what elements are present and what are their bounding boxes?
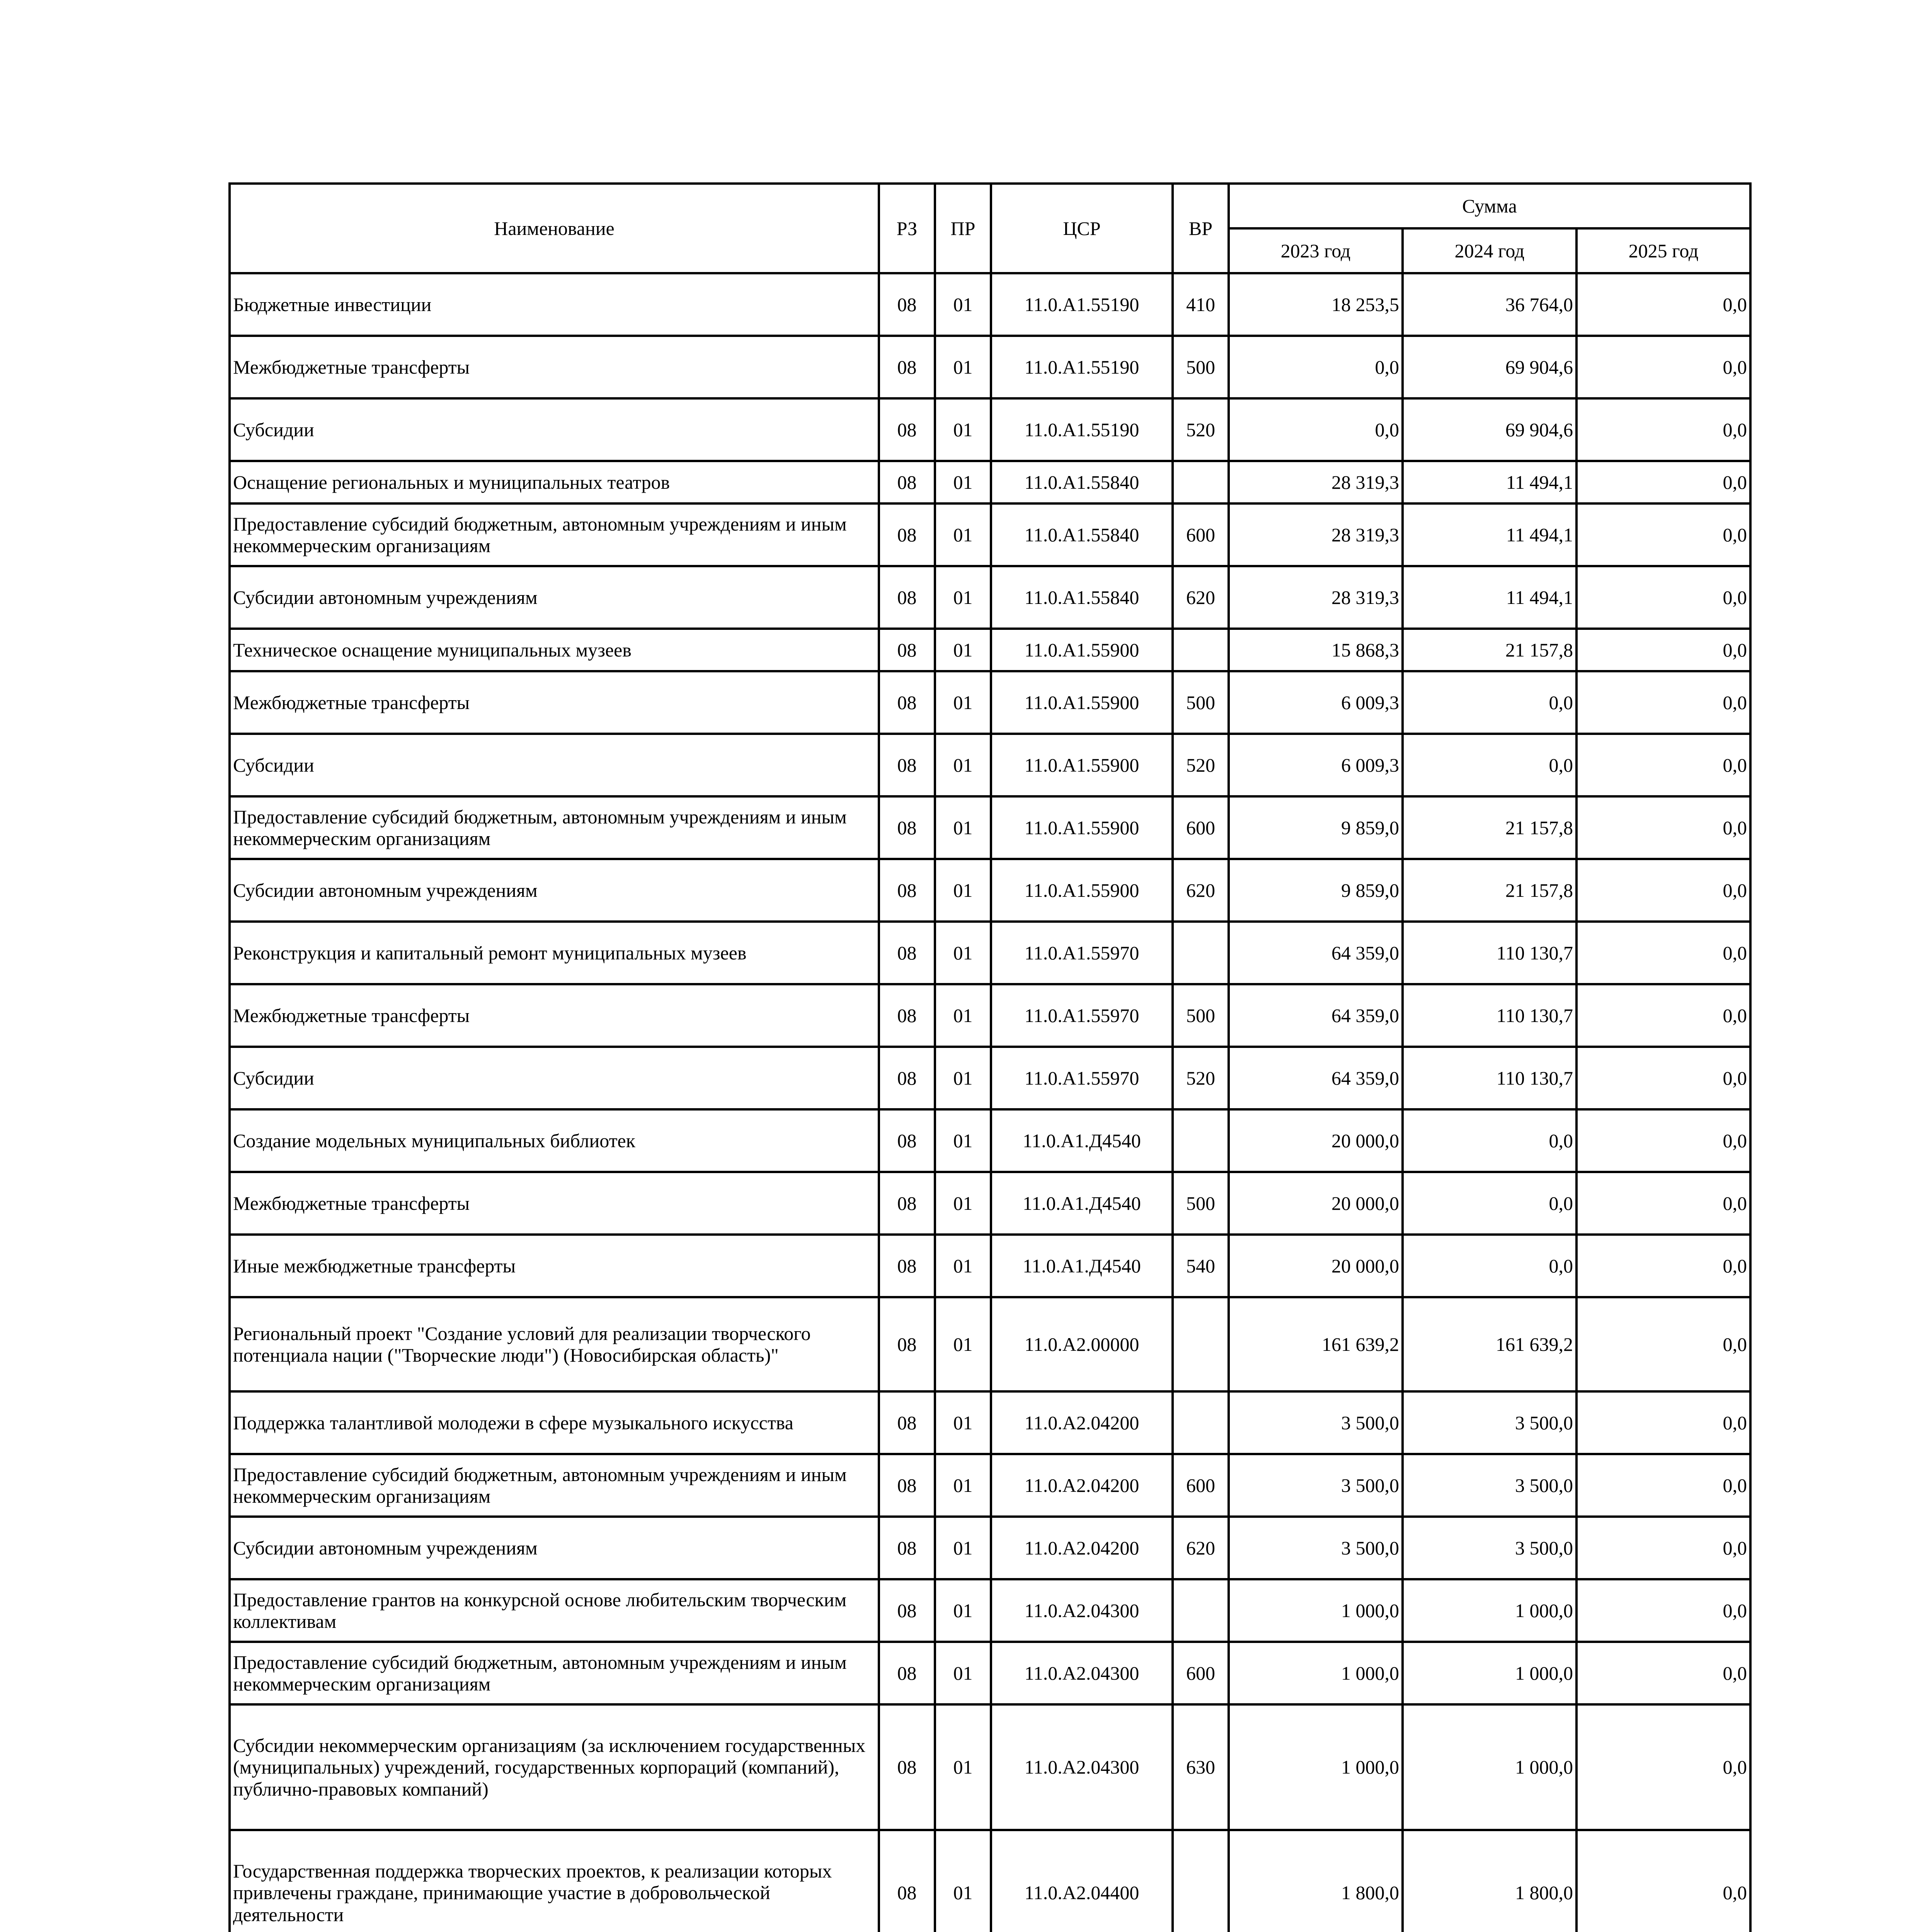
cell-csr: 11.0.А2.04300: [991, 1579, 1173, 1642]
cell-2024: 3 500,0: [1403, 1454, 1577, 1517]
cell-rz: 08: [879, 1704, 935, 1830]
cell-2023: 0,0: [1229, 336, 1403, 398]
cell-vr: 500: [1173, 984, 1229, 1047]
cell-name: Государственная поддержка творческих проектов, к реализации которых привлечены граждане, принимающие участие в добровольческой деятельности: [230, 1830, 879, 1932]
cell-2024: 0,0: [1403, 1235, 1577, 1297]
cell-name: Межбюджетные трансферты: [230, 1172, 879, 1235]
cell-name: Предоставление субсидий бюджетным, автономным учреждениям и иным некоммерческим организациям: [230, 796, 879, 859]
cell-rz: 08: [879, 1109, 935, 1172]
table-row: [230, 1172, 1750, 1235]
table-row: [230, 1517, 1750, 1579]
table-row: [230, 566, 1750, 629]
cell-rz: 08: [879, 503, 935, 566]
cell-vr: 520: [1173, 1047, 1229, 1109]
cell-2023: 20 000,0: [1229, 1172, 1403, 1235]
cell-name: Субсидии автономным учреждениям: [230, 1517, 879, 1579]
cell-2025: 0,0: [1577, 1517, 1750, 1579]
cell-2023: 20 000,0: [1229, 1109, 1403, 1172]
cell-vr: 600: [1173, 1454, 1229, 1517]
cell-rz: 08: [879, 922, 935, 984]
cell-vr: 540: [1173, 1235, 1229, 1297]
table-row: [230, 859, 1750, 922]
table-row: [230, 461, 1750, 503]
cell-2024: 3 500,0: [1403, 1517, 1577, 1579]
header-vr: ВР: [1173, 184, 1229, 273]
cell-pr: 01: [935, 1579, 991, 1642]
cell-name: Техническое оснащение муниципальных музеев: [230, 629, 879, 671]
cell-name: Субсидии: [230, 734, 879, 796]
cell-2024: 21 157,8: [1403, 629, 1577, 671]
cell-name: Создание модельных муниципальных библиотек: [230, 1109, 879, 1172]
cell-pr: 01: [935, 566, 991, 629]
cell-rz: 08: [879, 1391, 935, 1454]
cell-name: Межбюджетные трансферты: [230, 984, 879, 1047]
cell-name: Субсидии автономным учреждениям: [230, 566, 879, 629]
cell-vr: 600: [1173, 503, 1229, 566]
cell-rz: 08: [879, 1579, 935, 1642]
cell-2024: 1 000,0: [1403, 1579, 1577, 1642]
cell-2024: 3 500,0: [1403, 1391, 1577, 1454]
cell-vr: 600: [1173, 1642, 1229, 1704]
cell-csr: 11.0.А2.04200: [991, 1391, 1173, 1454]
cell-2024: 0,0: [1403, 1172, 1577, 1235]
cell-2024: 11 494,1: [1403, 503, 1577, 566]
cell-vr: 500: [1173, 336, 1229, 398]
cell-2024: 21 157,8: [1403, 796, 1577, 859]
cell-rz: 08: [879, 398, 935, 461]
cell-2023: 6 009,3: [1229, 734, 1403, 796]
cell-2025: 0,0: [1577, 1830, 1750, 1932]
cell-2024: 69 904,6: [1403, 336, 1577, 398]
cell-name: Субсидии автономным учреждениям: [230, 859, 879, 922]
cell-csr: 11.0.А1.55840: [991, 503, 1173, 566]
cell-vr: [1173, 461, 1229, 503]
cell-pr: 01: [935, 671, 991, 734]
cell-pr: 01: [935, 398, 991, 461]
cell-pr: 01: [935, 461, 991, 503]
cell-name: Реконструкция и капитальный ремонт муниципальных музеев: [230, 922, 879, 984]
cell-2024: 110 130,7: [1403, 1047, 1577, 1109]
cell-2024: 1 000,0: [1403, 1642, 1577, 1704]
cell-2023: 6 009,3: [1229, 671, 1403, 734]
cell-csr: 11.0.А2.04300: [991, 1704, 1173, 1830]
header-2025: 2025 год: [1577, 228, 1750, 273]
cell-2025: 0,0: [1577, 398, 1750, 461]
header-csr: ЦСР: [991, 184, 1173, 273]
cell-2024: 21 157,8: [1403, 859, 1577, 922]
cell-2024: 0,0: [1403, 671, 1577, 734]
cell-2024: 110 130,7: [1403, 922, 1577, 984]
cell-2023: 0,0: [1229, 398, 1403, 461]
cell-2025: 0,0: [1577, 1579, 1750, 1642]
cell-vr: 410: [1173, 273, 1229, 336]
cell-2023: 1 000,0: [1229, 1642, 1403, 1704]
cell-2023: 28 319,3: [1229, 461, 1403, 503]
cell-2023: 1 000,0: [1229, 1579, 1403, 1642]
header-pr: ПР: [935, 184, 991, 273]
cell-2025: 0,0: [1577, 1642, 1750, 1704]
cell-pr: 01: [935, 336, 991, 398]
cell-csr: 11.0.А1.Д4540: [991, 1235, 1173, 1297]
cell-csr: 11.0.А1.55900: [991, 859, 1173, 922]
table-row: [230, 503, 1750, 566]
cell-pr: 01: [935, 1830, 991, 1932]
cell-vr: 600: [1173, 796, 1229, 859]
cell-2025: 0,0: [1577, 1454, 1750, 1517]
cell-csr: 11.0.А1.55970: [991, 1047, 1173, 1109]
cell-csr: 11.0.А2.04400: [991, 1830, 1173, 1932]
cell-name: Предоставление субсидий бюджетным, автономным учреждениям и иным некоммерческим организациям: [230, 1454, 879, 1517]
cell-pr: 01: [935, 1172, 991, 1235]
cell-csr: 11.0.А1.55190: [991, 336, 1173, 398]
cell-csr: 11.0.А2.04200: [991, 1454, 1173, 1517]
cell-2024: 1 000,0: [1403, 1704, 1577, 1830]
cell-name: Иные межбюджетные трансферты: [230, 1235, 879, 1297]
cell-2025: 0,0: [1577, 671, 1750, 734]
cell-name: Бюджетные инвестиции: [230, 273, 879, 336]
table-row: [230, 1297, 1750, 1391]
header-rz: РЗ: [879, 184, 935, 273]
cell-rz: 08: [879, 1454, 935, 1517]
cell-2025: 0,0: [1577, 273, 1750, 336]
cell-2025: 0,0: [1577, 1235, 1750, 1297]
cell-csr: 11.0.А1.55900: [991, 796, 1173, 859]
table-row: [230, 1109, 1750, 1172]
table-row: [230, 336, 1750, 398]
table-row: [230, 922, 1750, 984]
cell-rz: 08: [879, 1235, 935, 1297]
table-row: [230, 629, 1750, 671]
cell-name: Поддержка талантливой молодежи в сфере музыкального искусства: [230, 1391, 879, 1454]
cell-pr: 01: [935, 1517, 991, 1579]
cell-pr: 01: [935, 1391, 991, 1454]
cell-vr: 620: [1173, 1517, 1229, 1579]
cell-csr: 11.0.А1.Д4540: [991, 1172, 1173, 1235]
cell-rz: 08: [879, 984, 935, 1047]
cell-rz: 08: [879, 1517, 935, 1579]
cell-2024: 36 764,0: [1403, 273, 1577, 336]
cell-csr: 11.0.А1.55190: [991, 398, 1173, 461]
cell-pr: 01: [935, 922, 991, 984]
cell-2023: 1 800,0: [1229, 1830, 1403, 1932]
cell-2023: 3 500,0: [1229, 1517, 1403, 1579]
cell-name: Субсидии: [230, 398, 879, 461]
cell-2025: 0,0: [1577, 734, 1750, 796]
budget-table: [228, 182, 1752, 1932]
cell-vr: [1173, 1579, 1229, 1642]
cell-csr: 11.0.А1.55900: [991, 671, 1173, 734]
cell-csr: 11.0.А1.55970: [991, 984, 1173, 1047]
cell-rz: 08: [879, 796, 935, 859]
cell-2023: 64 359,0: [1229, 984, 1403, 1047]
cell-vr: 520: [1173, 734, 1229, 796]
cell-name: Субсидии некоммерческим организациям (за исключением государственных (муниципальных) учреждений, государственных корпораций (компаний), публично-правовых компаний): [230, 1704, 879, 1830]
cell-rz: 08: [879, 461, 935, 503]
table-body: [230, 273, 1750, 1932]
cell-csr: 11.0.А2.04300: [991, 1642, 1173, 1704]
cell-vr: 500: [1173, 671, 1229, 734]
cell-rz: 08: [879, 1172, 935, 1235]
cell-vr: 620: [1173, 566, 1229, 629]
cell-name: Предоставление субсидий бюджетным, автономным учреждениям и иным некоммерческим организациям: [230, 1642, 879, 1704]
cell-2023: 161 639,2: [1229, 1297, 1403, 1391]
cell-vr: 630: [1173, 1704, 1229, 1830]
cell-2025: 0,0: [1577, 1047, 1750, 1109]
cell-vr: [1173, 629, 1229, 671]
header-2023: 2023 год: [1229, 228, 1403, 273]
table-row: [230, 671, 1750, 734]
cell-pr: 01: [935, 796, 991, 859]
cell-rz: 08: [879, 859, 935, 922]
table-row: [230, 1454, 1750, 1517]
cell-pr: 01: [935, 1235, 991, 1297]
cell-pr: 01: [935, 1047, 991, 1109]
cell-2025: 0,0: [1577, 796, 1750, 859]
cell-2025: 0,0: [1577, 922, 1750, 984]
cell-2023: 15 868,3: [1229, 629, 1403, 671]
cell-2023: 18 253,5: [1229, 273, 1403, 336]
cell-2024: 0,0: [1403, 1109, 1577, 1172]
cell-pr: 01: [935, 859, 991, 922]
cell-pr: 01: [935, 1297, 991, 1391]
cell-name: Региональный проект "Создание условий для реализации творческого потенциала нации ("Творческие люди") (Новосибирская область)": [230, 1297, 879, 1391]
cell-rz: 08: [879, 671, 935, 734]
table-row: [230, 1391, 1750, 1454]
cell-vr: 500: [1173, 1172, 1229, 1235]
table-row: [230, 273, 1750, 336]
cell-pr: 01: [935, 629, 991, 671]
cell-2025: 0,0: [1577, 1391, 1750, 1454]
cell-2025: 0,0: [1577, 1172, 1750, 1235]
cell-csr: 11.0.А1.55840: [991, 461, 1173, 503]
cell-2024: 11 494,1: [1403, 566, 1577, 629]
table-row: [230, 1235, 1750, 1297]
table-row: [230, 398, 1750, 461]
cell-2023: 1 000,0: [1229, 1704, 1403, 1830]
cell-rz: 08: [879, 629, 935, 671]
cell-rz: 08: [879, 734, 935, 796]
header-name: Наименование: [230, 184, 879, 273]
cell-2025: 0,0: [1577, 984, 1750, 1047]
table-row: [230, 1704, 1750, 1830]
cell-vr: [1173, 1830, 1229, 1932]
cell-rz: 08: [879, 336, 935, 398]
cell-2025: 0,0: [1577, 503, 1750, 566]
cell-name: Предоставление субсидий бюджетным, автономным учреждениям и иным некоммерческим организациям: [230, 503, 879, 566]
table-row: [230, 1047, 1750, 1109]
table-row: [230, 1579, 1750, 1642]
cell-pr: 01: [935, 1704, 991, 1830]
cell-2023: 9 859,0: [1229, 796, 1403, 859]
cell-vr: 620: [1173, 859, 1229, 922]
cell-csr: 11.0.А2.00000: [991, 1297, 1173, 1391]
cell-name: Межбюджетные трансферты: [230, 671, 879, 734]
cell-2023: 9 859,0: [1229, 859, 1403, 922]
cell-2023: 3 500,0: [1229, 1391, 1403, 1454]
cell-csr: 11.0.А1.55840: [991, 566, 1173, 629]
cell-2025: 0,0: [1577, 461, 1750, 503]
cell-2024: 0,0: [1403, 734, 1577, 796]
table-row: [230, 1642, 1750, 1704]
cell-pr: 01: [935, 1642, 991, 1704]
cell-name: Межбюджетные трансферты: [230, 336, 879, 398]
cell-rz: 08: [879, 1830, 935, 1932]
table-row: [230, 984, 1750, 1047]
cell-vr: [1173, 1109, 1229, 1172]
cell-pr: 01: [935, 273, 991, 336]
cell-pr: 01: [935, 503, 991, 566]
cell-2024: 11 494,1: [1403, 461, 1577, 503]
cell-csr: 11.0.А2.04200: [991, 1517, 1173, 1579]
table-row: [230, 796, 1750, 859]
cell-2024: 161 639,2: [1403, 1297, 1577, 1391]
cell-csr: 11.0.А1.55900: [991, 629, 1173, 671]
cell-rz: 08: [879, 273, 935, 336]
cell-vr: 520: [1173, 398, 1229, 461]
cell-2023: 28 319,3: [1229, 566, 1403, 629]
header-2024: 2024 год: [1403, 228, 1577, 273]
cell-2024: 110 130,7: [1403, 984, 1577, 1047]
table-row: [230, 734, 1750, 796]
cell-2025: 0,0: [1577, 859, 1750, 922]
cell-csr: 11.0.А1.55900: [991, 734, 1173, 796]
cell-2025: 0,0: [1577, 336, 1750, 398]
cell-pr: 01: [935, 984, 991, 1047]
cell-name: Оснащение региональных и муниципальных театров: [230, 461, 879, 503]
cell-2024: 69 904,6: [1403, 398, 1577, 461]
cell-2025: 0,0: [1577, 1704, 1750, 1830]
cell-pr: 01: [935, 1109, 991, 1172]
cell-csr: 11.0.А1.55970: [991, 922, 1173, 984]
cell-name: Предоставление грантов на конкурсной основе любительским творческим коллективам: [230, 1579, 879, 1642]
cell-vr: [1173, 1391, 1229, 1454]
cell-2023: 64 359,0: [1229, 922, 1403, 984]
cell-2024: 1 800,0: [1403, 1830, 1577, 1932]
cell-rz: 08: [879, 1297, 935, 1391]
cell-csr: 11.0.А1.Д4540: [991, 1109, 1173, 1172]
cell-2025: 0,0: [1577, 629, 1750, 671]
cell-2025: 0,0: [1577, 1297, 1750, 1391]
table-row: [230, 1830, 1750, 1932]
cell-pr: 01: [935, 734, 991, 796]
cell-csr: 11.0.А1.55190: [991, 273, 1173, 336]
cell-name: Субсидии: [230, 1047, 879, 1109]
cell-vr: [1173, 922, 1229, 984]
cell-2023: 64 359,0: [1229, 1047, 1403, 1109]
cell-pr: 01: [935, 1454, 991, 1517]
cell-vr: [1173, 1297, 1229, 1391]
cell-2023: 3 500,0: [1229, 1454, 1403, 1517]
cell-2025: 0,0: [1577, 1109, 1750, 1172]
cell-2025: 0,0: [1577, 566, 1750, 629]
cell-rz: 08: [879, 1047, 935, 1109]
cell-rz: 08: [879, 566, 935, 629]
cell-2023: 20 000,0: [1229, 1235, 1403, 1297]
cell-2023: 28 319,3: [1229, 503, 1403, 566]
header-sum: Сумма: [1229, 184, 1750, 228]
cell-rz: 08: [879, 1642, 935, 1704]
